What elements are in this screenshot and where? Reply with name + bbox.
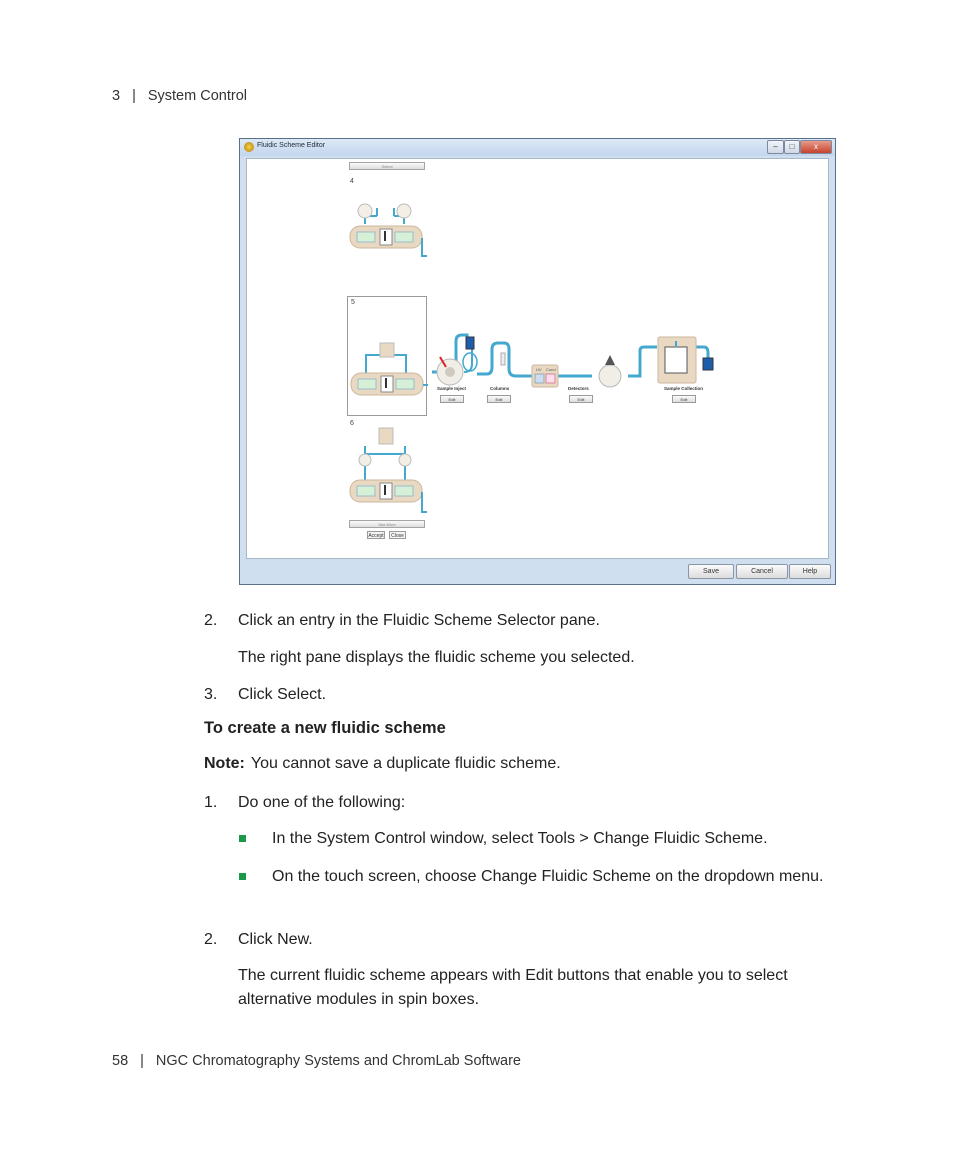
note xyxy=(204,755,561,773)
scheme-entry-5[interactable] xyxy=(347,296,427,416)
fluidic-scheme-selector-pane xyxy=(347,162,427,542)
entry-number: 4 xyxy=(350,178,354,185)
step-text: Click Select. xyxy=(238,686,327,703)
step-text: Do one of the following: xyxy=(238,794,406,811)
bullet-square-icon xyxy=(239,873,246,880)
module-label-sample-inject: Sample Inject xyxy=(437,386,467,391)
note-text: You cannot save a duplicate fluidic scheme. xyxy=(250,755,561,772)
step-number: 2. xyxy=(204,612,218,629)
editor-client-area xyxy=(246,158,829,559)
maximize-button[interactable]: □ xyxy=(784,140,800,154)
detector-label-uv: UV xyxy=(536,367,542,372)
scheme-thumbnail-4 xyxy=(347,176,427,296)
chapter-number: 3 xyxy=(112,88,121,104)
fluidic-scheme-diagram xyxy=(432,329,732,439)
step-number: 1. xyxy=(204,794,218,811)
select-button[interactable]: Select xyxy=(349,162,425,170)
running-header xyxy=(112,88,247,104)
edit-columns-button[interactable]: Edit xyxy=(487,395,511,403)
accept-button[interactable]: Accept xyxy=(368,533,384,539)
bullet-text: On the touch screen, choose Change Fluidic Scheme on the dropdown menu. xyxy=(272,868,824,885)
scheme-thumbnail-6 xyxy=(347,418,427,530)
scheme-thumbnail-5 xyxy=(348,297,428,415)
module-label-columns: Columns xyxy=(490,386,510,391)
detector-label-cond: Cond xyxy=(546,367,556,372)
edit-detectors-button[interactable]: Edit xyxy=(569,395,593,403)
window-title: Fluidic Scheme Editor xyxy=(257,142,326,149)
help-button[interactable]: Help xyxy=(789,564,831,579)
close-selector-button[interactable]: Close xyxy=(389,531,406,539)
scheme-entry-6[interactable] xyxy=(347,418,427,530)
fluidic-scheme-editor-window xyxy=(239,138,836,585)
book-title: NGC Chromatography Systems and ChromLab Software xyxy=(155,1053,521,1069)
edit-sample-inject-button[interactable]: Edit xyxy=(440,395,464,403)
entry-number: 6 xyxy=(350,420,354,427)
step-number: 3. xyxy=(204,686,218,703)
bullet-text: In the System Control window, select Tools > Change Fluidic Scheme. xyxy=(272,830,768,847)
step-detail: The right pane displays the fluidic scheme you selected. xyxy=(238,649,635,666)
entry-number: 5 xyxy=(351,299,355,306)
footer-separator: | xyxy=(140,1053,144,1069)
step-text: Click an entry in the Fluidic Scheme Selector pane. xyxy=(238,612,600,629)
see-more-button[interactable]: See More xyxy=(349,520,425,528)
running-footer xyxy=(112,1053,521,1069)
save-button[interactable]: Save xyxy=(688,564,734,579)
step-number: 2. xyxy=(204,931,218,948)
scheme-entry-4[interactable] xyxy=(347,176,427,296)
step-text: Click New. xyxy=(238,931,313,948)
close-window-button[interactable]: x xyxy=(800,140,832,154)
module-label-sample-collection: Sample Collection xyxy=(664,386,704,391)
bullet-square-icon xyxy=(239,835,246,842)
minimize-button[interactable]: – xyxy=(767,140,784,154)
chapter-title: System Control xyxy=(147,88,247,104)
app-icon xyxy=(244,142,254,152)
page-number: 58 xyxy=(112,1053,129,1069)
dialog-button-bar xyxy=(246,563,829,581)
note-label: Note: xyxy=(204,755,245,772)
module-label-detectors: Detectors xyxy=(568,386,589,391)
cancel-button[interactable]: Cancel xyxy=(736,564,788,579)
window-titlebar xyxy=(240,139,835,156)
edit-sample-collection-button[interactable]: Edit xyxy=(672,395,696,403)
header-separator: | xyxy=(132,88,136,104)
step-detail: The current fluidic scheme appears with Edit buttons that enable you to select alternative modules in spin boxes. xyxy=(238,967,788,1008)
section-heading: To create a new fluidic scheme xyxy=(204,719,446,737)
